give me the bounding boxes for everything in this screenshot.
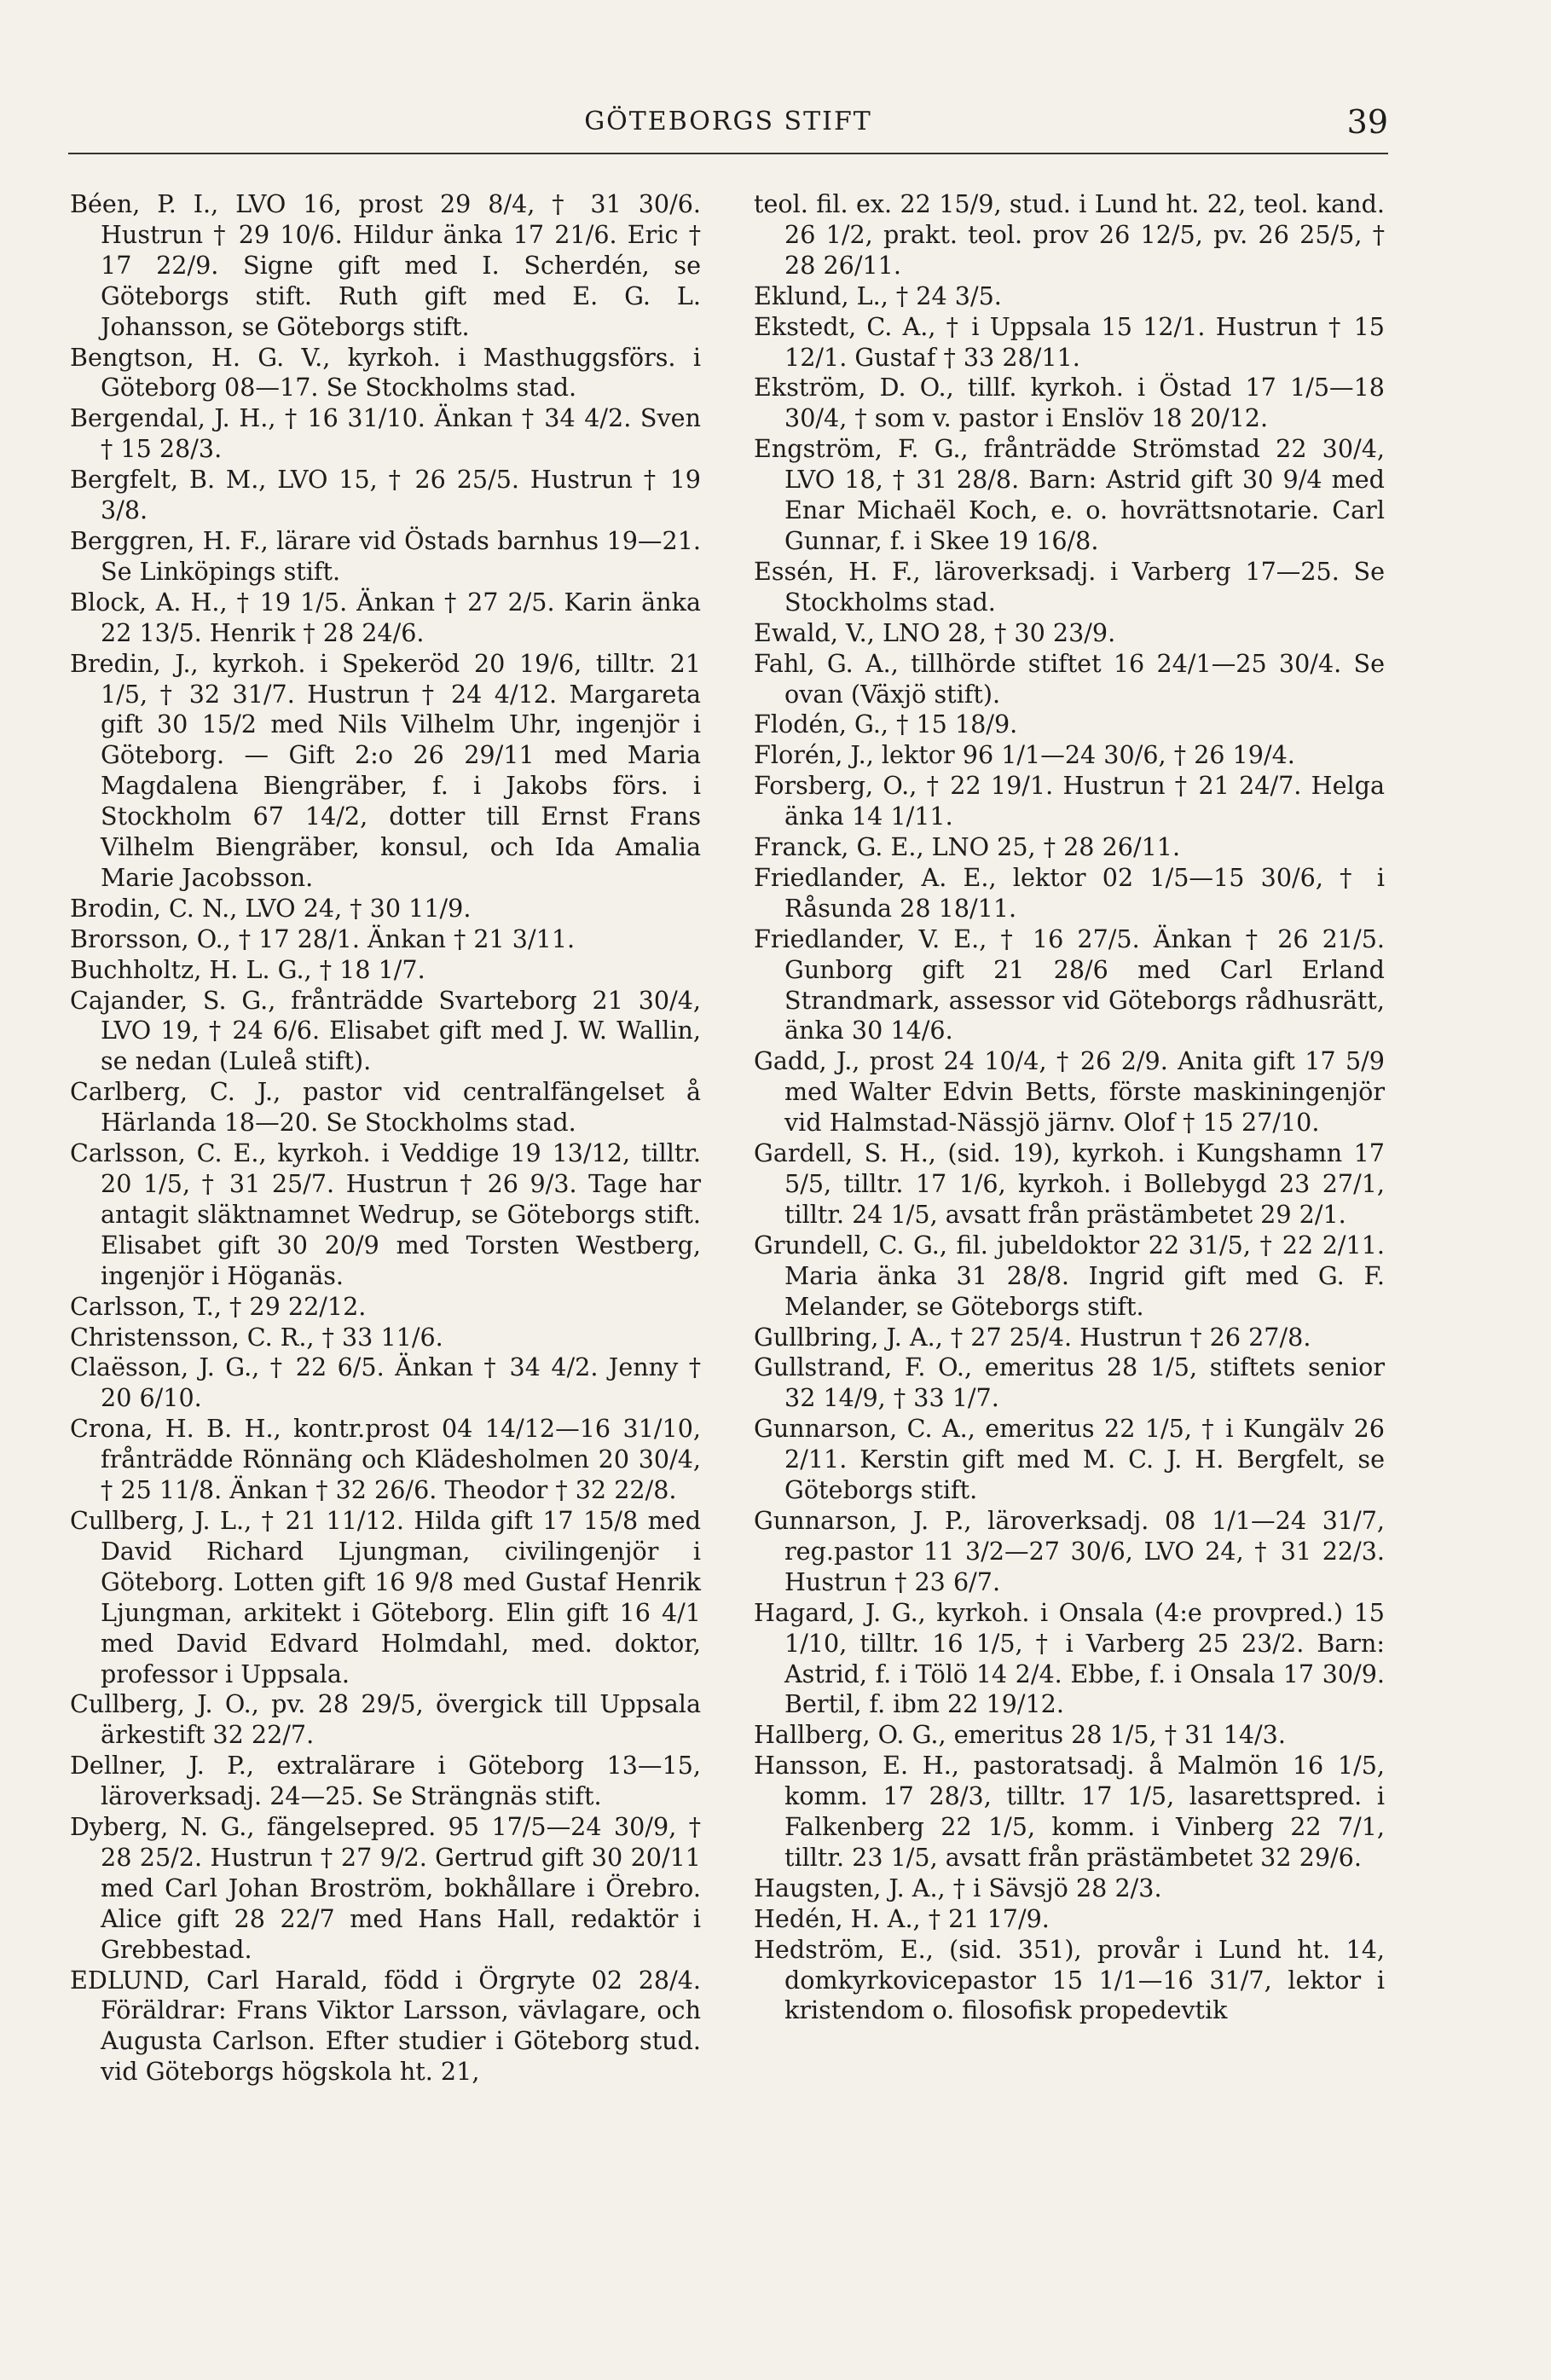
register-entry: Crona, H. B. H., kontr.prost 04 14/12—16 31/10, frånträdde Rönnäng och Klädesholmen 20 30/4, † 25 11/8. Änkan † 32 26/6. Theodor † 32 22/8. (70, 1414, 701, 1505)
left-column (70, 189, 701, 2088)
register-entry: Ewald, V., LNO 28, † 30 23/9. (754, 617, 1116, 647)
register-entry: Essén, H. F., läroverksadj. i Varberg 17—25. Se Stockholms stad. (754, 556, 1385, 617)
register-entry: Bengtson, H. G. V., kyrkoh. i Masthuggsförs. i Göteborg 08—17. Se Stockholms stad. (70, 342, 701, 402)
register-entry: Friedlander, A. E., lektor 02 1/5—15 30/6, † i Råsunda 28 18/11. (754, 862, 1385, 923)
register-entry: Hansson, E. H., pastoratsadj. å Malmön 16 1/5, komm. 17 28/3, tilltr. 17 1/5, lasarettspred. i Falkenberg 22 1/5, komm. i Vinberg 22 7/1, tilltr. 23 1/5, avsatt från prästämbetet 32 29/6. (754, 1751, 1385, 1872)
register-entry: Friedlander, V. E., † 16 27/5. Änkan † 26 21/5. Gunborg gift 21 28/6 med Carl Erland Strandmark, assessor vid Göteborgs rådhusrätt, änka 30 14/6. (754, 924, 1385, 1045)
register-entry: Eklund, L., † 24 3/5. (754, 281, 1002, 310)
register-entry: Cullberg, J. O., pv. 28 29/5, övergick till Uppsala ärkestift 32 22/7. (70, 1689, 701, 1750)
register-entry: Gunnarson, J. P., läroverksadj. 08 1/1—24 31/7, reg.pastor 11 3/2—27 30/6, LVO 24, † 31 22/3. Hustrun † 23 6/7. (754, 1505, 1385, 1596)
register-entry: Bergfelt, B. M., LVO 15, † 26 25/5. Hustrun † 19 3/8. (70, 465, 701, 525)
register-entry: Dellner, J. P., extralärare i Göteborg 13—15, läroverksadj. 24—25. Se Strängnäs stift. (70, 1751, 701, 1811)
register-entry: Dyberg, N. G., fängelsepred. 95 17/5—24 30/9, † 28 25/2. Hustrun † 27 9/2. Gertrud gift 30 20/11 med Carl Johan Broström, bokhållare i Örebro. Alice gift 28 22/7 med Hans Hall, redaktör i Grebbestad. (70, 1812, 701, 1964)
header-title: GÖTEBORGS STIFT (584, 107, 872, 136)
register-entry: Carlsson, C. E., kyrkoh. i Veddige 19 13/12, tilltr. 20 1/5, † 31 25/7. Hustrun † 26 9/3. Tage har antagit släktnamnet Wedrup, se Göteborgs stift. Elisabet gift 30 20/9 med Torsten Westberg, ingenjör i Höganäs. (70, 1138, 701, 1290)
running-header (68, 98, 1388, 154)
register-entry: Franck, G. E., LNO 25, † 28 26/11. (754, 832, 1181, 862)
register-entry: Gullstrand, F. O., emeritus 28 1/5, stiftets senior 32 14/9, † 33 1/7. (754, 1352, 1385, 1413)
register-entry: Berggren, H. F., lärare vid Östads barnhus 19—21. Se Linköpings stift. (70, 525, 701, 586)
register-entry: Hagard, J. G., kyrkoh. i Onsala (4:e provpred.) 15 1/10, tilltr. 16 1/5, † i Varberg 25 23/2. Barn: Astrid, f. i Tölö 14 2/4. Ebbe, f. i Onsala 17 30/9. Bertil, f. ibm 22 19/12. (754, 1597, 1385, 1719)
register-entry: Engström, F. G., frånträdde Strömstad 22 30/4, LVO 18, † 31 28/8. Barn: Astrid gift 30 9/4 med Enar Michaël Koch, e. o. hovrättsnotarie. Carl Gunnar, f. i Skee 19 16/8. (754, 434, 1385, 555)
register-entry: Haugsten, J. A., † i Sävsjö 28 2/3. (754, 1873, 1162, 1902)
register-entry: Flodén, G., † 15 18/9. (754, 709, 1018, 739)
register-entry: Brodin, C. N., LVO 24, † 30 11/9. (70, 893, 472, 923)
register-entry: Gadd, J., prost 24 10/4, † 26 2/9. Anita gift 17 5/9 med Walter Edvin Betts, förste maskiningenjör vid Halmstad-Nässjö järnv. Olof † 15 27/10. (754, 1046, 1385, 1138)
register-entry: Fahl, G. A., tillhörde stiftet 16 24/1—25 30/4. Se ovan (Växjö stift). (754, 648, 1385, 709)
register-entry: Block, A. H., † 19 1/5. Änkan † 27 2/5. Karin änka 22 13/5. Henrik † 28 24/6. (70, 587, 701, 647)
register-entry: Christensson, C. R., † 33 11/6. (70, 1322, 443, 1352)
register-entry: teol. fil. ex. 22 15/9, stud. i Lund ht. 22, teol. kand. 26 1/2, prakt. teol. prov 26 12/5, pv. 26 25/5, † 28 26/11. (754, 189, 1385, 280)
register-entry: Hedström, E., (sid. 351), provår i Lund ht. 14, domkyrkovicepastor 15 1/1—16 31/7, lektor i kristendom o. filosofisk propedevtik (754, 1934, 1385, 2025)
register-entry: Hedén, H. A., † 21 17/9. (754, 1903, 1050, 1933)
page-number: 39 (1346, 103, 1388, 141)
register-entry: Brorsson, O., † 17 28/1. Änkan † 21 3/11. (70, 924, 576, 953)
register-entry: Forsberg, O., † 22 19/1. Hustrun † 21 24/7. Helga änka 14 1/11. (754, 771, 1385, 831)
register-entry: EDLUND, Carl Harald, född i Örgryte 02 28/4. Föräldrar: Frans Viktor Larsson, vävlagare, och Augusta Carlson. Efter studier i Göteborg stud. vid Göteborgs högskola ht. 21, (70, 1965, 701, 2087)
register-entry: Ekstedt, C. A., † i Uppsala 15 12/1. Hustrun † 15 12/1. Gustaf † 33 28/11. (754, 311, 1385, 372)
register-entry: Bergendal, J. H., † 16 31/10. Änkan † 34 4/2. Sven † 15 28/3. (70, 403, 701, 464)
register-entry: Carlsson, T., † 29 22/12. (70, 1291, 367, 1321)
register-entry: Ekström, D. O., tillf. kyrkoh. i Östad 17 1/5—18 30/4, † som v. pastor i Enslöv 18 20/12. (754, 373, 1385, 433)
register-entry: Florén, J., lektor 96 1/1—24 30/6, † 26 19/4. (754, 740, 1295, 770)
register-entry: Cullberg, J. L., † 21 11/12. Hilda gift 17 15/8 med David Richard Ljungman, civilingenjör i Göteborg. Lotten gift 16 9/8 med Gustaf Henrik Ljungman, arkitekt i Göteborg. Elin gift 16 4/1 med David Edvard Holmdahl, med. doktor, professor i Uppsala. (70, 1505, 701, 1688)
register-entry: Bredin, J., kyrkoh. i Spekeröd 20 19/6, tilltr. 21 1/5, † 32 31/7. Hustrun † 24 4/12. Margareta gift 30 15/2 med Nils Vilhelm Uhr, ingenjör i Göteborg. — Gift 2:o 26 29/11 med Maria Magdalena Biengräber, f. i Jakobs förs. i Stockholm 67 14/2, dotter till Ernst Frans Vilhelm Biengräber, konsul, och Ida Amalia Marie Jacobsson. (70, 648, 701, 892)
register-entry: Claësson, J. G., † 22 6/5. Änkan † 34 4/2. Jenny † 20 6/10. (70, 1352, 701, 1413)
register-entry: Gullbring, J. A., † 27 25/4. Hustrun † 26 27/8. (754, 1322, 1311, 1352)
register-entry: Grundell, C. G., fil. jubeldoktor 22 31/5, † 22 2/11. Maria änka 31 28/8. Ingrid gift med G. F. Melander, se Göteborgs stift. (754, 1230, 1385, 1321)
register-entry: Cajander, S. G., frånträdde Svarteborg 21 30/4, LVO 19, † 24 6/6. Elisabet gift med J. W. Wallin, se nedan (Luleå stift). (70, 985, 701, 1076)
register-entry: Buchholtz, H. L. G., † 18 1/7. (70, 954, 425, 984)
register-entry: Hallberg, O. G., emeritus 28 1/5, † 31 14/3. (754, 1720, 1286, 1750)
register-entry: Gardell, S. H., (sid. 19), kyrkoh. i Kungshamn 17 5/5, tilltr. 17 1/6, kyrkoh. i Bollebygd 23 27/1, tilltr. 24 1/5, avsatt från prästämbetet 29 2/1. (754, 1138, 1385, 1229)
register-entry: Carlberg, C. J., pastor vid centralfängelset å Härlanda 18—20. Se Stockholms stad. (70, 1077, 701, 1138)
register-entry: Béen, P. I., LVO 16, prost 29 8/4, † 31 30/6. Hustrun † 29 10/6. Hildur änka 17 21/6. Eric † 17 22/9. Signe gift med I. Scherdén, se Göteborgs stift. Ruth gift med E. G. L. Johansson, se Göteborgs stift. (70, 189, 701, 341)
right-column (754, 189, 1385, 2026)
register-entry: Gunnarson, C. A., emeritus 22 1/5, † i Kungälv 26 2/11. Kerstin gift med M. C. J. H. Bergfelt, se Göteborgs stift. (754, 1414, 1385, 1505)
